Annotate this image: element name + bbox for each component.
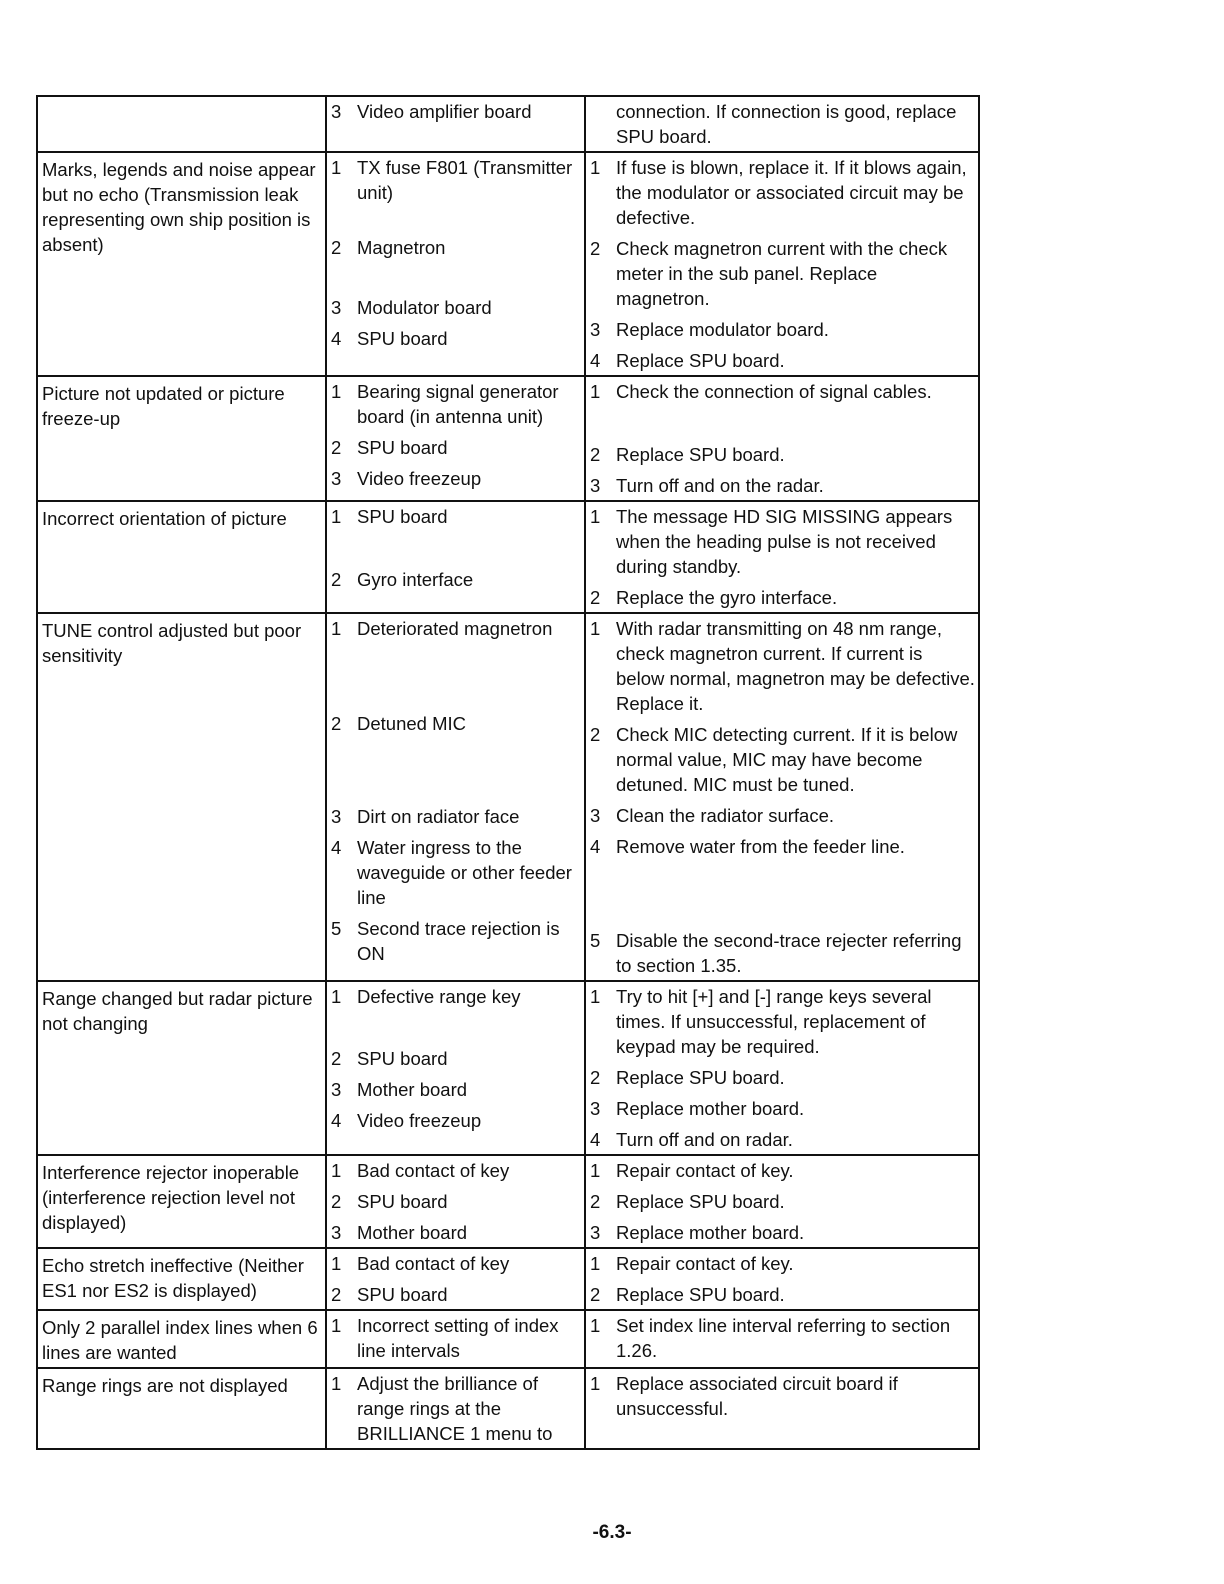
item-number: 2 [590, 444, 601, 465]
item-text: The message HD SIG MISSING appears when the heading pulse is not received during standby. [616, 506, 953, 577]
cause-item [327, 1220, 584, 1245]
item-number: 2 [590, 724, 601, 745]
item-text: Adjust the brilliance of range rings at the BRILLIANCE 1 menu to [357, 1373, 553, 1444]
symptom-cell: Echo stretch ineffective (Neither ES1 nor ES2 is displayed) [37, 1248, 326, 1310]
cause-cell [326, 613, 585, 981]
remedy-cell [585, 152, 979, 376]
cause-item [327, 504, 584, 529]
item-text: connection. If connection is good, replace SPU board. [616, 101, 957, 147]
remedy-item [586, 834, 978, 859]
table-row [37, 501, 979, 613]
cause-item [327, 1046, 584, 1071]
remedy-item [586, 1189, 978, 1214]
item-number: 3 [590, 1098, 601, 1119]
table-body [37, 96, 979, 1449]
item-number: 2 [590, 1067, 601, 1088]
remedy-item [586, 317, 978, 342]
remedy-item [586, 379, 978, 404]
item-number: 2 [590, 1284, 601, 1305]
cause-item [327, 804, 584, 829]
item-text: Modulator board [357, 297, 492, 318]
remedy-item [586, 722, 978, 797]
table-row [37, 613, 979, 981]
item-number: 2 [331, 1284, 342, 1305]
item-text: SPU board [357, 1048, 448, 1069]
table-row [37, 981, 979, 1155]
item-text: SPU board [357, 437, 448, 458]
item-text: Bad contact of key [357, 1160, 510, 1181]
item-text: Replace SPU board. [616, 1284, 785, 1305]
item-text: Disable the second-trace rejecter referring to section 1.35. [616, 930, 962, 976]
item-text: Replace modulator board. [616, 319, 829, 340]
item-number: 1 [331, 1373, 342, 1394]
cause-item [327, 1077, 584, 1102]
item-number: 4 [331, 837, 342, 858]
item-number: 3 [331, 1079, 342, 1100]
item-number: 1 [590, 506, 601, 527]
table-row [37, 376, 979, 501]
item-text: TX fuse F801 (Transmitter unit) [357, 157, 573, 203]
cause-item [327, 1251, 584, 1276]
remedy-item [586, 504, 978, 579]
item-number: 1 [590, 1253, 601, 1274]
item-text: Check magnetron current with the check meter in the sub panel. Replace magnetron. [616, 238, 948, 309]
troubleshooting-table-area [36, 95, 978, 1450]
remedy-item [586, 155, 978, 230]
item-number: 2 [331, 569, 342, 590]
remedy-cell [585, 376, 979, 501]
cause-item [327, 916, 584, 966]
remedy-item [586, 1313, 978, 1363]
cause-cell [326, 1155, 585, 1248]
item-text: Water ingress to the waveguide or other feeder line [357, 837, 572, 908]
item-text: Replace the gyro interface. [616, 587, 838, 608]
table-row [37, 1368, 979, 1449]
remedy-item [586, 1282, 978, 1307]
remedy-cell [585, 1248, 979, 1310]
item-text: Defective range key [357, 986, 521, 1007]
item-number: 2 [331, 237, 342, 258]
cause-cell [326, 96, 585, 152]
item-text: Replace SPU board. [616, 1067, 785, 1088]
cause-item [327, 1189, 584, 1214]
item-text: Remove water from the feeder line. [616, 836, 905, 857]
symptom-cell [37, 96, 326, 152]
item-number: 1 [590, 1373, 601, 1394]
cause-cell [326, 981, 585, 1155]
item-text: Clean the radiator surface. [616, 805, 835, 826]
remedy-cell [585, 1368, 979, 1449]
cause-item [327, 984, 584, 1009]
cause-item [327, 1313, 584, 1363]
item-text: Replace associated circuit board if unsuccessful. [616, 1373, 898, 1419]
item-text: Mother board [357, 1222, 468, 1243]
item-text: Repair contact of key. [616, 1160, 794, 1181]
item-text: Video freezeup [357, 468, 482, 489]
item-text: Replace SPU board. [616, 350, 785, 371]
cause-cell [326, 376, 585, 501]
item-number: 3 [590, 475, 601, 496]
item-text: Video amplifier board [357, 101, 532, 122]
item-text: If fuse is blown, replace it. If it blows again, the modulator or associated circuit may be defective. [616, 157, 967, 228]
item-number: 3 [331, 1222, 342, 1243]
item-number: 2 [590, 587, 601, 608]
item-number: 3 [590, 319, 601, 340]
item-number: 4 [331, 1110, 342, 1131]
remedy-item [586, 984, 978, 1059]
table-row [37, 1155, 979, 1248]
item-text: Incorrect setting of index line intervals [357, 1315, 559, 1361]
symptom-cell: Picture not updated or picture freeze-up [37, 376, 326, 501]
symptom-cell: TUNE control adjusted but poor sensitivity [37, 613, 326, 981]
cause-cell [326, 1248, 585, 1310]
cause-cell [326, 1368, 585, 1449]
item-number: 1 [590, 618, 601, 639]
item-number: 1 [590, 157, 601, 178]
cause-item [327, 1282, 584, 1307]
cause-item [327, 1371, 584, 1446]
item-number: 1 [590, 1160, 601, 1181]
item-number: 3 [590, 1222, 601, 1243]
item-text: Replace mother board. [616, 1098, 805, 1119]
item-text: Second trace rejection is ON [357, 918, 560, 964]
remedy-item [586, 1371, 978, 1421]
item-number: 1 [590, 986, 601, 1007]
remedy-item [586, 99, 978, 149]
cause-item [327, 711, 584, 736]
item-number: 4 [590, 350, 601, 371]
symptom-cell: Marks, legends and noise appear but no echo (Transmission leak representing own ship position is absent) [37, 152, 326, 376]
symptom-cell: Range changed but radar picture not changing [37, 981, 326, 1155]
item-text: SPU board [357, 328, 448, 349]
item-number: 4 [590, 836, 601, 857]
item-number: 3 [331, 468, 342, 489]
remedy-cell [585, 501, 979, 613]
item-number: 1 [331, 1160, 342, 1181]
item-number: 3 [331, 101, 342, 122]
symptom-cell: Incorrect orientation of picture [37, 501, 326, 613]
item-number: 3 [331, 297, 342, 318]
cause-item [327, 835, 584, 910]
item-number: 4 [590, 1129, 601, 1150]
item-number: 2 [331, 1048, 342, 1069]
item-text: Detuned MIC [357, 713, 466, 734]
item-text: Replace SPU board. [616, 444, 785, 465]
table-row [37, 96, 979, 152]
item-text: SPU board [357, 1191, 448, 1212]
remedy-item [586, 585, 978, 610]
item-text: Replace SPU board. [616, 1191, 785, 1212]
symptom-cell: Only 2 parallel index lines when 6 lines are wanted [37, 1310, 326, 1368]
cause-item [327, 295, 584, 320]
item-text: Turn off and on the radar. [616, 475, 824, 496]
cause-item [327, 1108, 584, 1133]
item-number: 1 [331, 1253, 342, 1274]
item-number: 3 [590, 805, 601, 826]
item-number: 1 [331, 506, 342, 527]
item-text: Turn off and on radar. [616, 1129, 793, 1150]
cause-item [327, 235, 584, 260]
remedy-item [586, 803, 978, 828]
troubleshooting-table [36, 95, 980, 1450]
item-text: Try to hit [+] and [-] range keys several times. If unsuccessful, replacement of keypad may be required. [616, 986, 932, 1057]
symptom-cell: Interference rejector inoperable (interference rejection level not displayed) [37, 1155, 326, 1248]
remedy-cell [585, 981, 979, 1155]
item-text: With radar transmitting on 48 nm range, check magnetron current. If current is below normal, magnetron may be defective. Replace it. [616, 618, 975, 714]
item-text: Bearing signal generator board (in antenna unit) [357, 381, 559, 427]
cause-item [327, 155, 584, 205]
cause-item [327, 466, 584, 491]
item-number: 2 [590, 238, 601, 259]
remedy-item [586, 616, 978, 716]
item-text: Set index line interval referring to section 1.26. [616, 1315, 951, 1361]
item-number: 1 [590, 1315, 601, 1336]
item-text: Bad contact of key [357, 1253, 510, 1274]
item-text: Check the connection of signal cables. [616, 381, 932, 402]
cause-item [327, 326, 584, 351]
item-text: Magnetron [357, 237, 446, 258]
table-row [37, 1310, 979, 1368]
item-number: 1 [331, 157, 342, 178]
cause-cell [326, 1310, 585, 1368]
remedy-item [586, 473, 978, 498]
item-number: 1 [331, 986, 342, 1007]
remedy-item [586, 928, 978, 978]
item-text: Dirt on radiator face [357, 806, 520, 827]
item-text: Repair contact of key. [616, 1253, 794, 1274]
item-number: 1 [590, 381, 601, 402]
item-text: Check MIC detecting current. If it is below normal value, MIC may have become detuned. MIC must be tuned. [616, 724, 958, 795]
item-number: 2 [590, 1191, 601, 1212]
item-number: 5 [590, 930, 601, 951]
cause-item [327, 379, 584, 429]
item-number: 2 [331, 437, 342, 458]
remedy-item [586, 348, 978, 373]
cause-item [327, 616, 584, 641]
remedy-item [586, 1220, 978, 1245]
item-text: SPU board [357, 1284, 448, 1305]
cause-cell [326, 501, 585, 613]
cause-item [327, 567, 584, 592]
remedy-item [586, 1251, 978, 1276]
item-number: 1 [331, 618, 342, 639]
item-text: Gyro interface [357, 569, 474, 590]
cause-cell [326, 152, 585, 376]
remedy-cell [585, 613, 979, 981]
cause-item [327, 435, 584, 460]
remedy-item [586, 1127, 978, 1152]
item-text: Video freezeup [357, 1110, 482, 1131]
remedy-item [586, 1158, 978, 1183]
remedy-cell [585, 96, 979, 152]
item-number: 2 [331, 1191, 342, 1212]
cause-item [327, 1158, 584, 1183]
item-number [586, 99, 616, 149]
item-number: 4 [331, 328, 342, 349]
item-number: 2 [331, 713, 342, 734]
item-number: 3 [331, 806, 342, 827]
item-number: 1 [331, 381, 342, 402]
table-row [37, 1248, 979, 1310]
item-text: SPU board [357, 506, 448, 527]
remedy-cell [585, 1310, 979, 1368]
item-number: 5 [331, 918, 342, 939]
page-number: -6.3- [592, 1522, 632, 1543]
remedy-item [586, 236, 978, 311]
remedy-cell [585, 1155, 979, 1248]
item-text: Mother board [357, 1079, 468, 1100]
remedy-item [586, 1096, 978, 1121]
item-number: 1 [331, 1315, 342, 1336]
cause-item [327, 99, 584, 124]
remedy-item [586, 442, 978, 467]
item-text: Deteriorated magnetron [357, 618, 553, 639]
table-row [37, 152, 979, 376]
remedy-item [586, 1065, 978, 1090]
symptom-cell: Range rings are not displayed [37, 1368, 326, 1449]
item-text: Replace mother board. [616, 1222, 805, 1243]
